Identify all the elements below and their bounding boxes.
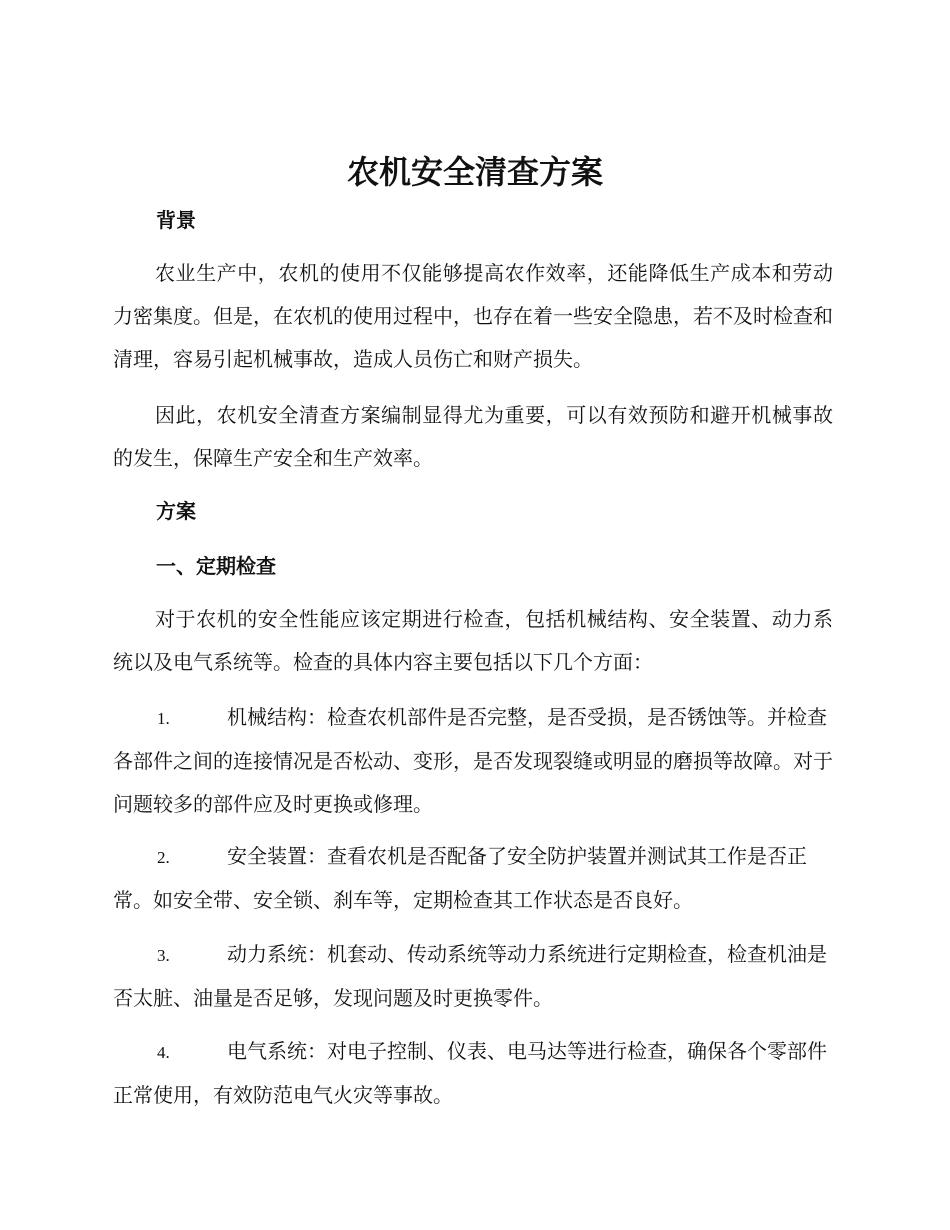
list-item (113, 1030, 833, 1117)
list-item-number: 1. (157, 709, 170, 728)
section-heading-background: 背景 (156, 208, 196, 232)
list-item-text: 电气系统：对电子控制、仪表、电马达等进行检查，确保各个零部件正常使用，有效防范电气火灾等事故。 (113, 1039, 827, 1107)
list-item-number: 2. (157, 848, 170, 867)
background-paragraph-1: 农业生产中，农机的使用不仅能够提高农作效率，还能降低生产成本和劳动力密集度。但是，在农机的使用过程中，也存在着一些安全隐患，若不及时检查和清理，容易引起机械事故，造成人员伤亡和财产损失。 (113, 261, 833, 371)
list-item (113, 933, 833, 1020)
list-item-text: 机械结构：检查农机部件是否完整，是否受损，是否锈蚀等。并检查各部件之间的连接情况是否松动、变形，是否发现裂缝或明显的磨损等故障。对于问题较多的部件应及时更换或修理。 (113, 705, 833, 816)
background-paragraph-2: 因此，农机安全清查方案编制显得尤为重要，可以有效预防和避开机械事故的发生，保障生产安全和生产效率。 (113, 403, 833, 470)
list-item-text: 动力系统：机套动、传动系统等动力系统进行定期检查，检查机油是否太脏、油量是否足够，发现问题及时更换零件。 (113, 942, 827, 1010)
document-title: 农机安全清查方案 (346, 153, 603, 191)
list-item-number: 4. (157, 1043, 170, 1062)
list-item (113, 696, 833, 826)
regular-check-intro: 对于农机的安全性能应该定期进行检查，包括机械结构、安全装置、动力系统以及电气系统等。检查的具体内容主要包括以下几个方面： (113, 607, 833, 674)
section-heading-regular-check: 一、定期检查 (156, 554, 276, 578)
list-item-text: 安全装置：查看农机是否配备了安全防护装置并测试其工作是否正常。如安全带、安全锁、刹车等，定期检查其工作状态是否良好。 (113, 844, 807, 912)
section-heading-plan: 方案 (156, 499, 196, 523)
list-item-number: 3. (157, 946, 170, 965)
list-item (113, 835, 833, 922)
